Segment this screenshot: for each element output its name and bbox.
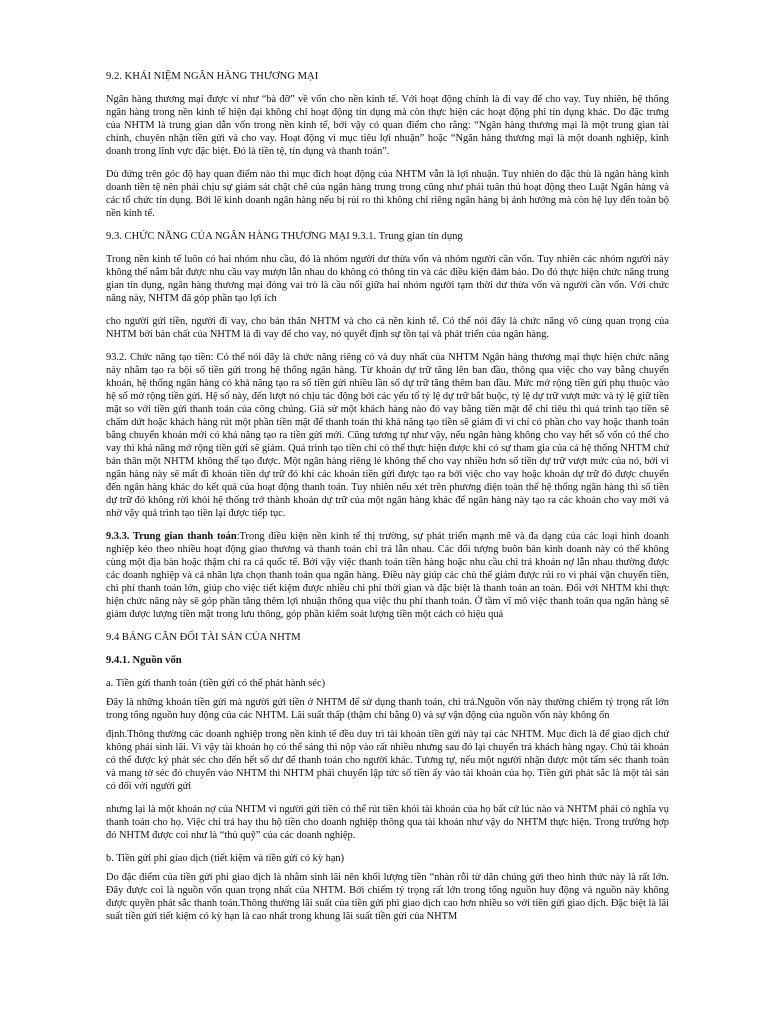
section-9-2-heading: 9.2. KHÁI NIỆM NGÂN HÀNG THƯƠNG MẠI [106,71,319,82]
section-9-2-paragraph-1: Ngân hàng thương mại được ví như “bà đỡ” về vốn cho nền kinh tế. Với hoạt động chính là đi vay để cho vay. Tuy nhiên, hệ thống ngân hàng trong nền kinh tế hiện đại không chỉ hoạt động tín dụng mà còn thực hiện các hoạt động phi tín dụng khác. Do đặc trưng của NHTM là trung gian dẫn vốn trong nền kinh tế, bởi vậy có quan điểm cho rằng: “Ngân hàng thương mại là một trung gian tài chính, chuyên nhận tiền gửi và cho vay. Hoạt động vì mục tiêu lợi nhuận” hoặc “Ngân hàng thương mại là một doanh nghiệp, kinh doanh trong lĩnh vực đặc biệt. Đó là tiền tệ, tín dụng và thanh toán”. [106,94,669,157]
section-9-3-1-paragraph-2: cho người gửi tiền, người đi vay, cho bản thân NHTM và cho cả nền kinh tế. Có thể nói đây là chức năng vô cùng quan trọng của NHTM bởi bản chất của NHTM là đi vay để cho vay, nó quyết định sự tồn tại và phát triển của ngân hàng. [106,316,669,340]
section-9-3-heading: 9.3. CHỨC NĂNG CỦA NGÂN HÀNG THƯƠNG MẠI 9.3.1. Trung gian tín dụng [106,231,463,242]
section-9-4-1-a-paragraph-1: Đây là những khoản tiền gửi mà người gửi tiền ở NHTM để sử dụng thanh toán, chi trả.Nguồn vốn này thường chiếm tỷ trọng rất lớn trong tổng nguồn huy động của các NHTM. Lãi suất thấp (thậm chí bằng 0) và sự vận động của nguồn vốn này không ổn [106,697,669,721]
section-9-4-1-a-paragraph-2: định.Thông thường các doanh nghiệp trong nền kinh tế đều duy trì tài khoản tiền gửi này tại các NHTM. Mục đích là để giao dịch chứ không phải sinh lãi. Vì vậy tài khoản họ có thể sáng thì nộp vào rất nhiều nhưng sau đó lại chuyển trả khách hàng ngay. Chủ tài khoản có thể được ký phát séc cho đến hết số dư để thanh toán cho người khác. Tương tự, nếu một người nhận được một tấm séc thanh toán và mang tờ séc đó chuyển vào NHTM thì NHTM phải chuyển lập tức số tiền ấy vào tài khoản của họ. Tiền gửi phát sắc là một tài sản có đối với người gửi [106,729,669,792]
section-9-4-1-heading: 9.4.1. Nguồn vốn [106,655,182,666]
section-9-4-1-b-paragraph: Do đặc điểm của tiền gửi phi giao dịch là nhằm sinh lãi nên khối lượng tiền “nhàn rỗi từ dân chúng gửi theo hình thức này là rất lớn. Đây được coi là nguồn vốn quan trọng nhất của NHTM. Bởi chiếm tỷ trọng rất lớn trong tổng nguồn huy động và nguồn này không được quyền phát sắc thanh toán.Thông thường lãi suất của tiền gửi phi giao dịch cao hơn nhiều so với tiền gửi giao dịch. Đặc biệt là lãi suất tiền gửi tiết kiệm có kỳ hạn là cao nhất trong khung lãi suất tiền gửi của NHTM [106,872,669,922]
section-9-4-1-b-heading: b. Tiền gửi phi giao dịch (tiết kiệm và tiền gửi có kỳ hạn) [106,853,345,864]
section-9-3-3-text: :Trong điều kiện nền kinh tế thị trường, sự phát triển mạnh mẽ và đa dạng của các loại hình doanh nghiệp kéo theo nhiều hoạt động giao thương và thanh toán chi trả lẫn nhau. Các đối tượng buôn bán kinh doanh này có thể không cùng một địa bàn hoặc thậm chí ra cả quốc tế. Bởi vậy việc thanh toán tiền hàng hoặc nhu cầu chi trả khoản nợ lẫn nhau thường được các doanh nghiệp và cá nhân lựa chọn thanh toán qua ngân hàng. Điều này giúp các chủ thể giảm được rủi ro vì phải vận chuyển tiền, chi phí thanh toán lớn, giúp cho việc tiết kiệm được nhiều chi phí thời gian và đặc biệt là thanh toán an toàn. Đối với NHTM khi thực hiện chức năng này sẽ góp phần tăng thêm lợi nhuận thông qua việc thu phí thanh toán. Ở tầm vĩ mô việc thanh toán qua ngân hàng sẽ giảm được lượng tiền mặt trong lưu thông, góp phần kiểm soát lượng tiền một cách có hiệu quả [106,531,669,620]
document-body [106,70,669,933]
section-9-4-heading: 9.4 BẢNG CÂN ĐỐI TÀI SẢN CỦA NHTM [106,632,301,643]
section-9-3-1-paragraph-1: Trong nền kinh tế luôn có hai nhóm nhu cầu, đó là nhóm người dư thừa vốn và nhóm người cần vốn. Tuy nhiên các nhóm người này không thể nắm bắt được nhu cầu vay mượn lẫn nhau do không có thông tin và các điều kiện đảm bảo. Do đó thực hiện chức năng trung gian tín dụng, ngân hàng thương mại đóng vai trò là cầu nối giữa hai nhóm người tạm thời dư thừa vốn và người cần vốn. Với chức năng này, NHTM đã góp phần tạo lợi ích [106,254,669,304]
section-9-3-2-paragraph: 93.2. Chức năng tạo tiền: Có thể nói đây là chức năng riêng có và duy nhất của NHTM Ngân hàng thương mại thực hiện chức năng này nhằm tạo ra bội số tiền gửi trong hệ thống ngân hàng. Từ khoản dự trữ tăng lên ban đầu, thông qua việc cho vay bằng chuyển khoản, hệ thống ngân hàng có khả năng tạo ra số tiền gửi nhiều lần số dự trữ tăng thêm ban đầu. Mức mở rộng tiền gửi phụ thuộc vào hệ số mở rộng tiền gửi. Hệ số này, đến lượt nó chịu tác động bởi các yếu tố tỷ lệ dự trữ bắt buộc, tỷ lệ dự trữ vượt mức và tỷ lệ giữ tiền mặt so với tiền gửi thanh toán của công chúng. Giả sử một khách hàng nào đó vay bằng tiền mặt để chi tiêu thì quá trình tạo tiền sẽ chấm dứt hoặc khách hàng rút một phần tiền mặt để thanh toán thì khả năng tạo tiền sẽ giảm đi vì chỉ có phần cho vay hoặc thanh toán bằng chuyển khoản mới có khả năng tạo ra tiền gửi mới. Cũng tương tự như vậy, nếu ngân hàng không cho vay hết số vốn có thể cho vay thì khả năng mở rộng tiền gửi sẽ giảm. Quá trình tạo tiền chỉ có thể thực hiện được khi có sự tham gia của cả hệ thống NHTM chứ bản thân một NHTM không thể tạo được. Một ngân hàng riêng lẻ không thể cho vay nhiều hơn số tiền dự trữ vượt mức của nó, bởi vì ngân hàng này sẽ mất đi khoản tiền dự trữ đó khi các khoản tiền gửi được tạo ra bởi việc cho vay hoặc khoản dự trữ đó được chuyển đến ngân hàng khác do kết quả của hoạt động thanh toán. Tuy nhiên nếu xét trên phương diện toàn thể hệ thống ngân hàng thì số tiền dự trữ đó không rời khỏi hệ thống trở thành khoản dự trữ của một ngân hàng khác để ngân hàng này tạo ra các khoản cho vay mới và nhờ vậy quá trình tạo tiền lại được tiếp tục. [106,352,669,519]
section-9-3-3-lead: 9.3.3. Trung gian thanh toán [106,531,237,542]
section-9-3-3-paragraph [106,530,669,621]
section-9-4-1-a-paragraph-3: nhưng lại là một khoản nợ của NHTM vì người gửi tiền có thể rút tiền khỏi tài khoản của họ bất cứ lúc nào và NHTM phải có nghĩa vụ thanh toán cho họ. Việc chi trả hay thu hộ tiền cho doanh nghiệp thông qua tài khoản như vậy do NHTM thực hiện. Trong trường hợp đó NHTM được coi như là “thủ quỹ” của các doanh nghiệp. [106,804,669,841]
section-9-4-1-a-heading: a. Tiền gửi thanh toán (tiền gửi có thể phát hành séc) [106,678,326,689]
section-9-2-paragraph-2: Dù đứng trên góc độ hay quan điểm nào thì mục đích hoạt động của NHTM vẫn là lợi nhuận. Tuy nhiên do đặc thù là ngân hàng kinh doanh tiền tệ nên phải chịu sự giám sát chặt chẽ của ngân hàng trung trong cũng như phải tuân thủ hoạt động theo Luật Ngân hàng và các tổ chức tín dụng. Bởi lẽ kinh doanh ngân hàng nếu bị rủi ro thì không chỉ riêng ngân hàng bị ảnh hưởng mà còn hệ lụy đến toàn bộ nền kinh tế. [106,169,669,219]
